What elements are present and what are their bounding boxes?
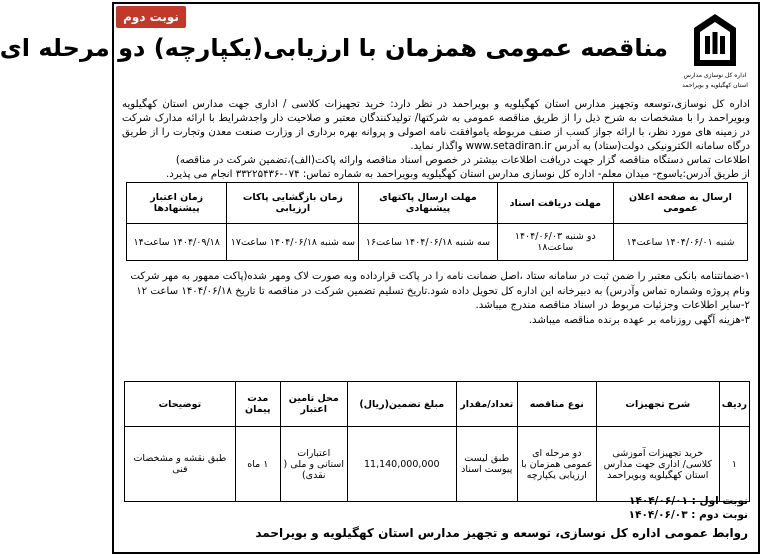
header-cell: ارسال به صفحه اعلان عمومی [613, 183, 747, 224]
notice-title: مناقصه عمومی همزمان با ارزیابی(یکپارچه) دو مرحله ای [0, 34, 668, 62]
table-cell: ۱ ماه [235, 427, 280, 502]
note-item: ۱-ضمانتنامه بانکی معتبر را ضمن ثبت در سامانه ستاد ،اصل ضمانت نامه را در پاکت قرارداده وبه صورت لاک ومهر شده(پاکت ممهور به مهر شرکت ونام پروژه وشماره تماس وآدرس) به دبیرخانه این اداره کل تحویل داده شود.تاریخ تسلیم تضمین شرکت در مناقصه تا تاریخ ۱۴۰۴/۰۶/۱۸ ساعت ۱۲ [130, 271, 750, 297]
table-cell: شنبه ۱۴۰۴/۰۶/۰۱ ساعت۱۴ [613, 224, 747, 261]
table-header-row [125, 382, 750, 427]
table-cell: سه شنبه ۱۴۰۴/۰۶/۱۸ ساعت۱۶ [359, 224, 497, 261]
table-cell: دو مرحله ای عمومی همزمان با ارزیابی یکپارچه [517, 427, 596, 502]
public-relations-signature: روابط عمومی اداره کل نوسازی، توسعه و تجهیز مدارس استان کهگیلویه و بویراحمد [255, 526, 748, 540]
table-cell: خرید تجهیزات آموزشی کلاسی/ اداری جهت مدارس استان کهگیلویه وبویراحمد [596, 427, 719, 502]
table-cell: 11,140,000,000 [347, 427, 456, 502]
header-cell: توضیحات [125, 382, 236, 427]
table-cell: اعتبارات استانی و ملی ( نقدی) [280, 427, 347, 502]
logo-caption-2: استان کهگیلویه و بویراحمد [682, 82, 748, 89]
table-header-row [127, 183, 748, 224]
school-building-icon [690, 12, 740, 70]
header-cell: شرح تجهیزات [596, 382, 719, 427]
intro-paragraph: اطلاعات تماس دستگاه مناقصه گزار جهت دریافت اطلاعات بیشتر در خصوص اسناد مناقصه وارائه پاکت(الف)،تضمین شرکت در مناقصه) [175, 155, 750, 166]
publication-dates [124, 494, 748, 522]
publication-badge: نوبت دوم [116, 6, 186, 28]
table-cell: طبق لیست پیوست اسناد [456, 427, 517, 502]
table-cell: ۱ [719, 427, 749, 502]
intro-paragraph: اداره کل نوسازی،توسعه وتجهیز مدارس استان کهگیلویه و بویراحمد در نظر دارد: خرید تجهیزات کلاسی / اداری جهت مدارس استان کهگیلویه وبویراحمد را با مشخصات به شرح ذیل را از طریق مناقصه عمومی به شرکتها/ تولیدکنندگان معتبر و صلاحیت دار واجدشرایط با ارائه مدارک شرکت در زمینه های مورد نظر، با ارائه جواز کسب از صنف مربوطه یاموافقت نامه اصولی و پروانه بهره برداری از وزارت صنعت معدن وتجارت را از طریق درگاه سامانه الکترونیکی دولت(ستاد) به آدرس www.setadiran.ir واگذار نماید. [122, 99, 750, 152]
organization-logo [682, 12, 748, 94]
logo-caption-1: اداره کل نوسازی مدارس [683, 72, 747, 79]
header-cell: ردیف [719, 382, 749, 427]
table-row [125, 427, 750, 502]
header-cell: تعداد/مقدار [456, 382, 517, 427]
table-row [127, 224, 748, 261]
table-cell: ۱۴۰۴/۰۹/۱۸ ساعت۱۴ [127, 224, 227, 261]
header-cell: مدت پیمان [235, 382, 280, 427]
first-publish-date: نوبت اول : ۱۴۰۴/۰۶/۰۱ [629, 495, 748, 507]
note-item: ۲-سایر اطلاعات وجزئیات مربوط در اسناد مناقصه مندرج میباشد. [475, 300, 750, 311]
second-publish-date: نوبت دوم : ۱۴۰۴/۰۶/۰۳ [628, 509, 748, 521]
notes [122, 270, 750, 328]
header-cell: مهلت ارسال پاکتهای پیشنهادی [359, 183, 497, 224]
intro-text [122, 98, 750, 182]
schedule-table [126, 182, 748, 261]
table-cell: طبق نقشه و مشخصات فنی [125, 427, 236, 502]
tender-notice [0, 2, 760, 554]
header-cell: نوع مناقصه [517, 382, 596, 427]
intro-paragraph: از طریق آدرس:یاسوج- میدان معلم- اداره کل نوسازی مدارس استان کهگیلویه وبویراحمد به شماره تماس: ۰۷۴-۳۳۲۲۵۴۳۶ انجام می پذیرد. [165, 169, 750, 180]
header-cell: زمان اعتبار پیشنهادها [127, 183, 227, 224]
header-cell: مبلغ تضمین(ریال) [347, 382, 456, 427]
table-cell: سه شنبه ۱۴۰۴/۰۶/۱۸ ساعت۱۷ [227, 224, 359, 261]
header-cell: زمان بازگشایی پاکات ارزیابی [227, 183, 359, 224]
items-table [124, 381, 750, 502]
header-cell: محل تامین اعتبار [280, 382, 347, 427]
header-cell: مهلت دریافت اسناد [497, 183, 613, 224]
note-item: ۳-هزینه آگهی روزنامه بر عهده برنده مناقصه میباشد. [528, 314, 750, 326]
table-cell: دو شنبه ۱۴۰۴/۰۶/۰۳ ساعت۱۸ [497, 224, 613, 261]
